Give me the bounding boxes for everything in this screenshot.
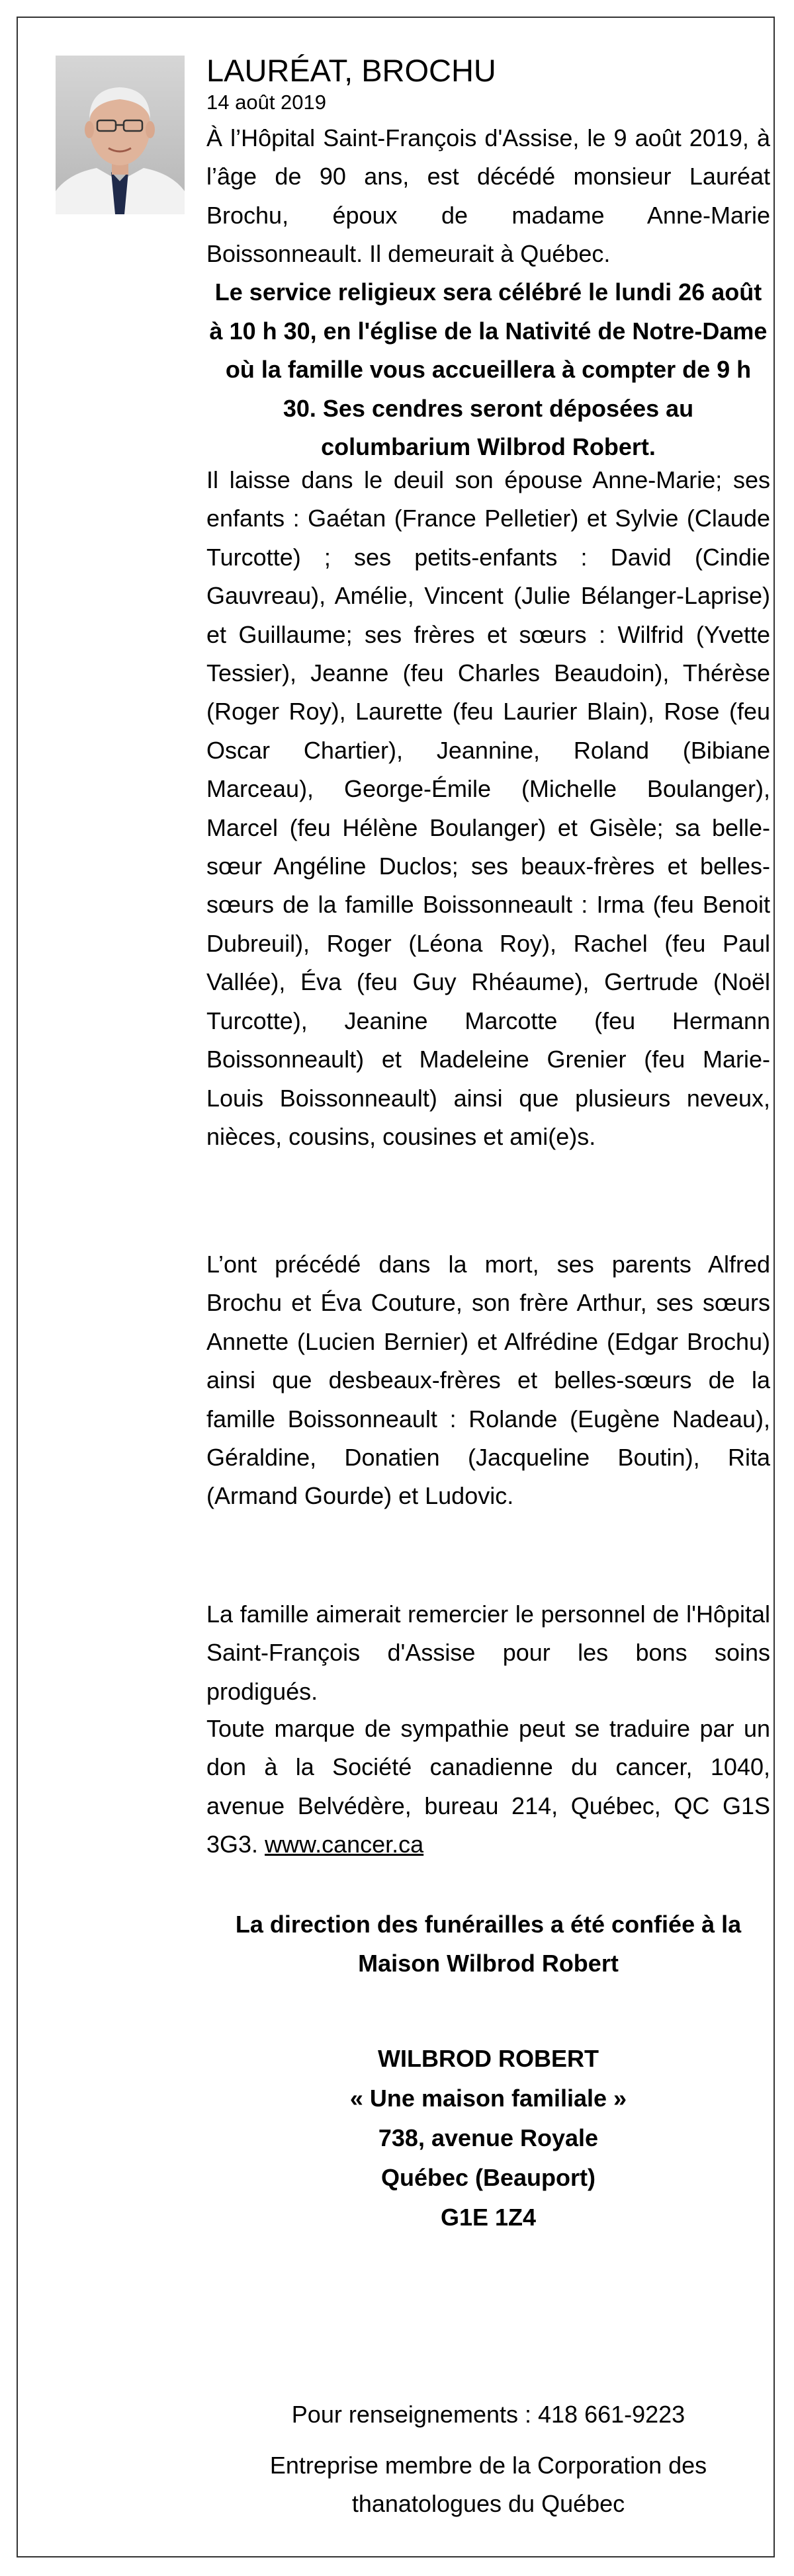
portrait-photo bbox=[56, 56, 185, 214]
funeral-home-slogan: « Une maison familiale » bbox=[349, 2085, 627, 2112]
funeral-home-street: 738, avenue Royale bbox=[378, 2124, 599, 2151]
contact-phone: Pour renseignements : 418 661-9223 bbox=[291, 2401, 685, 2428]
sympathy-text: Toute marque de sympathie peut se traduire par un don à la Société canadienne du cancer, 1040, avenue Belvédère, bureau 214, Québec, QC G1S 3G3. bbox=[206, 1715, 770, 1858]
direction-line-1: La direction des funérailles a été confiée à la bbox=[235, 1911, 742, 1938]
survivors-paragraph: Il laisse dans le deuil son épouse Anne-Marie; ses enfants : Gaétan (France Pelletier) et Sylvie (Claude Turcotte) ; ses petits-enfants : David (Cindie Gauvreau), Amélie, Vincent (Julie Bélanger-Laprise) et Guillaume; ses frères et sœurs : Wilfrid (Yvette Tessier), Jeanne (feu Charles Beaudoin), Thérèse (Roger Roy), Laurette (feu Laurier Blain), Rose (feu Oscar Chartier), Jeannine, Roland (Bibiane Marceau), George-Émile (Michelle Boulanger), Marcel (feu Hélène Boulanger) et Gisèle; sa belle-sœur Angéline Duclos; ses beaux-frères et belles-sœurs de la famille Boissonneault : Irma (feu Benoit Dubreuil), Roger (Léona Roy), Rachel (feu Paul Vallée), Éva (feu Guy Rhéaume), Gertrude (Noël Turcotte), Jeanine Marcotte (feu Hermann Boissonneault) et Madeleine Grenier (feu Marie-Louis Boissonneault) ainsi que plusieurs neveux, nièces, cousins, cousines et ami(e)s. bbox=[206, 466, 770, 1150]
predeceased-paragraph: L’ont précédé dans la mort, ses parents Alfred Brochu et Éva Couture, son frère Arthur, ses sœurs Annette (Lucien Bernier) et Alfrédine (Edgar Brochu) ainsi que desbeaux-frères et belles-sœurs de la famille Boissonneault : Rolande (Eugène Nadeau), Géraldine, Donatien (Jacqueline Boutin), Rita (Armand Gourde) et Ludovic. bbox=[206, 1251, 770, 1510]
thanks-paragraph: La famille aimerait remercier le personnel de l'Hôpital Saint-François d'Assise pour les bons soins prodigués. bbox=[206, 1600, 770, 1705]
corporation-line-1: Entreprise membre de la Corporation des bbox=[269, 2452, 707, 2479]
direction-line-2: Maison Wilbrod Robert bbox=[358, 1949, 619, 1977]
funeral-home-postal: G1E 1Z4 bbox=[440, 2204, 537, 2231]
funeral-direction bbox=[206, 1905, 770, 1983]
funeral-home-address bbox=[206, 2039, 770, 2237]
intro-paragraph: À l’Hôpital Saint-François d'Assise, le 9 août 2019, à l’âge de 90 ans, est décédé monsieur Lauréat Brochu, époux de madame Anne-Marie Boissonneault. Il demeurait à Québec. bbox=[206, 124, 770, 268]
corporation-membership bbox=[206, 2446, 770, 2523]
obituary-frame bbox=[17, 17, 775, 2557]
deceased-name: LAURÉAT, BROCHU bbox=[206, 53, 496, 88]
sympathy-paragraph bbox=[206, 1710, 770, 1864]
service-announcement: Le service religieux sera célébré le lundi 26 août à 10 h 30, en l'église de la Nativité de Notre-Dame où la famille vous accueillera à compter de 9 h 30. Ses cendres seront déposées au columbarium Wilbrod Robert. bbox=[209, 278, 768, 460]
corporation-line-2: thanatologues du Québec bbox=[351, 2490, 625, 2517]
funeral-home-name: WILBROD ROBERT bbox=[378, 2045, 599, 2072]
cancer-society-link[interactable]: www.cancer.ca bbox=[265, 1831, 424, 1858]
funeral-home-city: Québec (Beauport) bbox=[380, 2164, 596, 2191]
portrait-image bbox=[56, 56, 185, 214]
publication-date: 14 août 2019 bbox=[206, 91, 327, 114]
